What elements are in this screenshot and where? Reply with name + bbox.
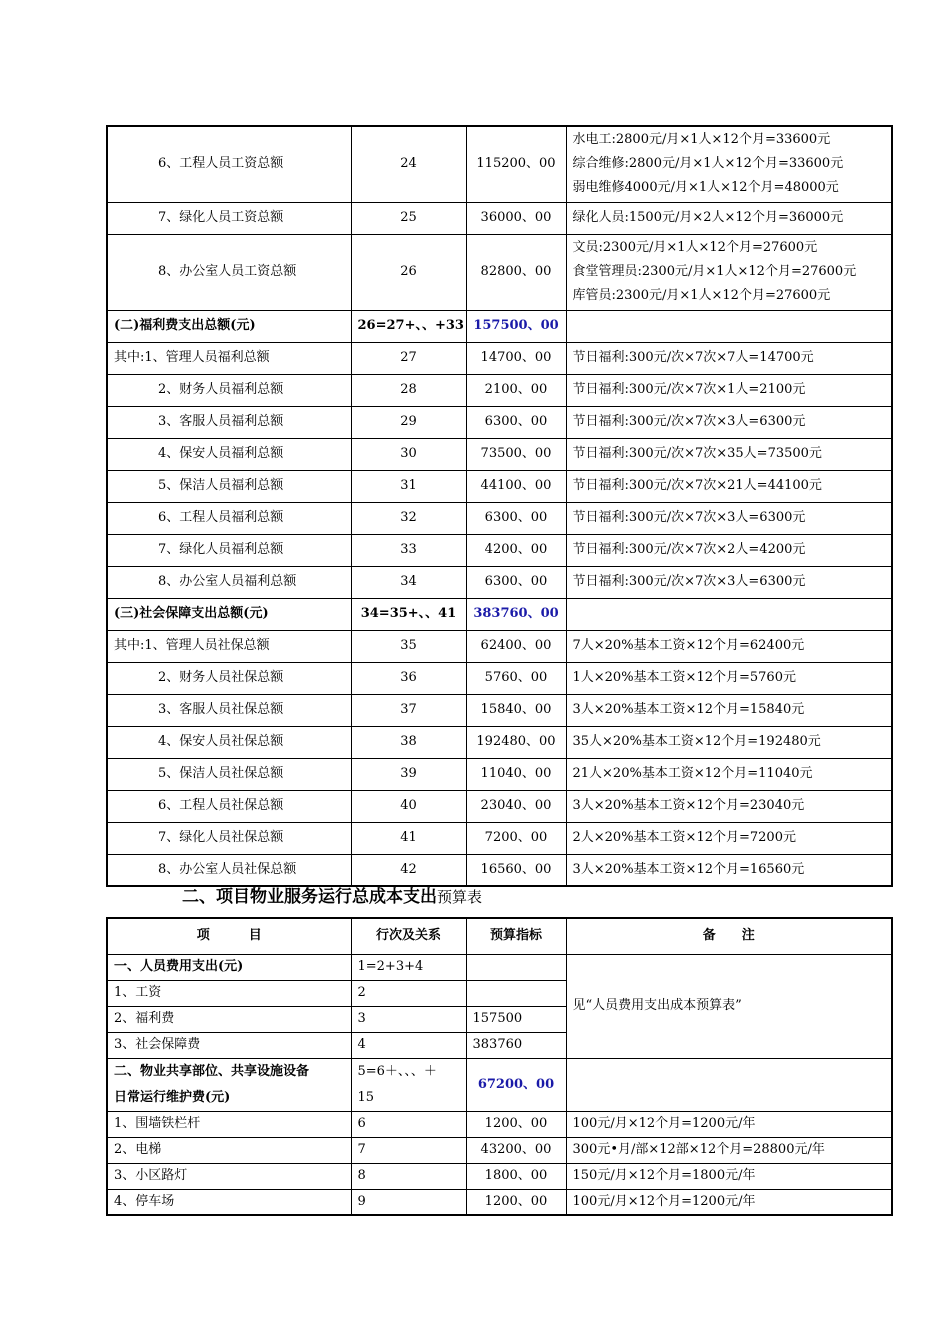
item-cell: 7、绿化人员社保总额	[107, 822, 351, 854]
amount-cell: 383760	[466, 1032, 566, 1058]
item-cell: 6、工程人员社保总额	[107, 790, 351, 822]
personnel-cost-table	[106, 125, 893, 887]
table-row	[107, 470, 892, 502]
item-cell: 1、工资	[107, 980, 351, 1006]
item-cell: 7、绿化人员福利总额	[107, 534, 351, 566]
notes-cell: 见“人员费用支出成本预算表”	[566, 954, 892, 1058]
amount-cell: 157500、00	[466, 310, 566, 342]
notes-cell	[566, 234, 892, 310]
row-number-cell: 9	[351, 1189, 466, 1215]
amount-cell: 44100、00	[466, 470, 566, 502]
header-notes: 备 注	[566, 918, 892, 954]
item-cell: 4、保安人员福利总额	[107, 438, 351, 470]
table-row	[107, 662, 892, 694]
amount-cell	[466, 980, 566, 1006]
row-number-cell: 4	[351, 1032, 466, 1058]
row-number-cell: 25	[351, 202, 466, 234]
item-cell: 6、工程人员工资总额	[107, 126, 351, 202]
table-row	[107, 1111, 892, 1137]
row-number-cell: 27	[351, 342, 466, 374]
table-row	[107, 126, 892, 202]
table-row	[107, 1163, 892, 1189]
item-cell: 4、保安人员社保总额	[107, 726, 351, 758]
notes-cell: 节日福利:300元/次×7次×21人=44100元	[566, 470, 892, 502]
item-cell: 5、保洁人员福利总额	[107, 470, 351, 502]
item-cell: 7、绿化人员工资总额	[107, 202, 351, 234]
notes-cell: 节日福利:300元/次×7次×3人=6300元	[566, 566, 892, 598]
table-row	[107, 694, 892, 726]
notes-cell: 21人×20%基本工资×12个月=11040元	[566, 758, 892, 790]
table-row	[107, 630, 892, 662]
item-cell: 2、财务人员社保总额	[107, 662, 351, 694]
row-formula-line: 15	[357, 1089, 375, 1105]
note-line: 食堂管理员:2300元/月×1人×12个月=27600元	[572, 264, 857, 279]
notes-cell: 节日福利:300元/次×7次×7人=14700元	[566, 342, 892, 374]
notes-cell	[566, 1058, 892, 1111]
note-line: 库管员:2300元/月×1人×12个月=27600元	[572, 288, 831, 303]
notes-cell	[566, 126, 892, 202]
row-number-cell: 36	[351, 662, 466, 694]
table-row	[107, 822, 892, 854]
note-line: 弱电维修4000元/月×1人×12个月=48000元	[572, 180, 839, 196]
notes-cell: 节日福利:300元/次×7次×2人=4200元	[566, 534, 892, 566]
header-amount: 预算指标	[466, 918, 566, 954]
item-cell: 2、电梯	[107, 1137, 351, 1163]
table-row	[107, 1137, 892, 1163]
header-row-number: 行次及关系	[351, 918, 466, 954]
item-cell: 6、工程人员福利总额	[107, 502, 351, 534]
amount-cell: 6300、00	[466, 406, 566, 438]
amount-cell: 115200、00	[466, 126, 566, 202]
notes-cell	[566, 310, 892, 342]
amount-cell: 82800、00	[466, 234, 566, 310]
row-number-cell: 3	[351, 1006, 466, 1032]
amount-cell	[466, 954, 566, 980]
section-heading	[182, 882, 482, 907]
row-number-cell: 35	[351, 630, 466, 662]
item-cell: 2、财务人员福利总额	[107, 374, 351, 406]
amount-cell: 14700、00	[466, 342, 566, 374]
item-cell: 4、停车场	[107, 1189, 351, 1215]
row-number-cell: 2	[351, 980, 466, 1006]
amount-cell: 5760、00	[466, 662, 566, 694]
table-row	[107, 1189, 892, 1215]
section-row	[107, 1058, 892, 1111]
notes-cell: 1人×20%基本工资×12个月=5760元	[566, 662, 892, 694]
note-line: 文员:2300元/月×1人×12个月=27600元	[572, 240, 818, 255]
notes-cell: 150元/月×12个月=1800元/年	[566, 1163, 892, 1189]
item-cell: 8、办公室人员工资总额	[107, 234, 351, 310]
operating-cost-table	[106, 917, 893, 1216]
amount-cell: 2100、00	[466, 374, 566, 406]
item-cell: 2、福利费	[107, 1006, 351, 1032]
table-header-row	[107, 918, 892, 954]
row-number-cell: 30	[351, 438, 466, 470]
amount-cell: 1200、00	[466, 1189, 566, 1215]
row-number-cell: 29	[351, 406, 466, 438]
item-cell: 3、社会保障费	[107, 1032, 351, 1058]
row-number-cell: 40	[351, 790, 466, 822]
table-row	[107, 726, 892, 758]
amount-cell: 1200、00	[466, 1111, 566, 1137]
item-cell: 3、客服人员社保总额	[107, 694, 351, 726]
amount-cell: 6300、00	[466, 502, 566, 534]
table-row	[107, 758, 892, 790]
row-number-cell: 32	[351, 502, 466, 534]
table-row	[107, 374, 892, 406]
item-cell: 8、办公室人员社保总额	[107, 854, 351, 886]
row-number-cell: 7	[351, 1137, 466, 1163]
notes-cell: 2人×20%基本工资×12个月=7200元	[566, 822, 892, 854]
amount-cell: 15840、00	[466, 694, 566, 726]
notes-cell: 绿化人员:1500元/月×2人×12个月=36000元	[566, 202, 892, 234]
table-row	[107, 406, 892, 438]
amount-cell: 43200、00	[466, 1137, 566, 1163]
item-cell: 5、保洁人员社保总额	[107, 758, 351, 790]
amount-cell: 36000、00	[466, 202, 566, 234]
row-number-cell: 31	[351, 470, 466, 502]
amount-cell: 383760、00	[466, 598, 566, 630]
section-title-cell: 一、人员费用支出(元)	[107, 954, 351, 980]
notes-cell: 300元•月/部×12部×12个月=28800元/年	[566, 1137, 892, 1163]
section-row	[107, 310, 892, 342]
amount-cell: 6300、00	[466, 566, 566, 598]
row-number-cell: 26=27+、、+33	[351, 310, 466, 342]
notes-cell: 3人×20%基本工资×12个月=23040元	[566, 790, 892, 822]
row-number-cell: 24	[351, 126, 466, 202]
table-row	[107, 342, 892, 374]
header-item: 项 目	[107, 918, 351, 954]
row-number-cell: 37	[351, 694, 466, 726]
row-number-cell: 26	[351, 234, 466, 310]
amount-cell: 7200、00	[466, 822, 566, 854]
row-number-cell: 1=2+3+4	[351, 954, 466, 980]
notes-cell: 35人×20%基本工资×12个月=192480元	[566, 726, 892, 758]
table-row	[107, 202, 892, 234]
amount-cell: 67200、00	[466, 1058, 566, 1111]
notes-cell: 节日福利:300元/次×7次×3人=6300元	[566, 406, 892, 438]
amount-cell: 16560、00	[466, 854, 566, 886]
row-number-cell: 6	[351, 1111, 466, 1137]
section-title-line: 二、物业共享部位、共享设施设备	[114, 1063, 310, 1079]
row-number-cell: 28	[351, 374, 466, 406]
item-cell: 1、围墙铁栏杆	[107, 1111, 351, 1137]
row-number-cell: 34	[351, 566, 466, 598]
note-line: 综合维修:2800元/月×1人×12个月=33600元	[572, 156, 844, 172]
table-row	[107, 790, 892, 822]
item-cell: 8、办公室人员福利总额	[107, 566, 351, 598]
row-number-cell: 38	[351, 726, 466, 758]
notes-cell: 100元/月×12个月=1200元/年	[566, 1189, 892, 1215]
section-title-cell: (二)福利费支出总额(元)	[107, 310, 351, 342]
row-number-cell	[351, 1058, 466, 1111]
section-title: 二、项目物业服务运行总成本支出	[182, 887, 437, 907]
amount-cell: 73500、00	[466, 438, 566, 470]
notes-cell: 3人×20%基本工资×12个月=16560元	[566, 854, 892, 886]
amount-cell: 157500	[466, 1006, 566, 1032]
amount-cell: 11040、00	[466, 758, 566, 790]
item-cell: 其中:1、管理人员社保总额	[107, 630, 351, 662]
row-number-cell: 39	[351, 758, 466, 790]
amount-cell: 4200、00	[466, 534, 566, 566]
notes-cell: 节日福利:300元/次×7次×1人=2100元	[566, 374, 892, 406]
section-row	[107, 598, 892, 630]
table-row	[107, 566, 892, 598]
amount-cell: 192480、00	[466, 726, 566, 758]
section-row	[107, 954, 892, 980]
notes-cell: 节日福利:300元/次×7次×35人=73500元	[566, 438, 892, 470]
table-row	[107, 234, 892, 310]
item-cell: 3、小区路灯	[107, 1163, 351, 1189]
section-title-cell	[107, 1058, 351, 1111]
notes-cell: 3人×20%基本工资×12个月=15840元	[566, 694, 892, 726]
row-formula-line: 5=6＋、、、＋	[357, 1063, 437, 1079]
row-number-cell: 42	[351, 854, 466, 886]
notes-cell: 7人×20%基本工资×12个月=62400元	[566, 630, 892, 662]
section-title-line: 日常运行维护费(元)	[114, 1089, 231, 1105]
row-number-cell: 41	[351, 822, 466, 854]
item-cell: 3、客服人员福利总额	[107, 406, 351, 438]
section-title-suffix: 预算表	[437, 888, 483, 906]
amount-cell: 62400、00	[466, 630, 566, 662]
row-number-cell: 8	[351, 1163, 466, 1189]
note-line: 水电工:2800元/月×1人×12个月=33600元	[572, 132, 831, 148]
notes-cell	[566, 598, 892, 630]
amount-cell: 23040、00	[466, 790, 566, 822]
amount-cell: 1800、00	[466, 1163, 566, 1189]
item-cell: 其中:1、管理人员福利总额	[107, 342, 351, 374]
table-row	[107, 502, 892, 534]
notes-cell: 100元/月×12个月=1200元/年	[566, 1111, 892, 1137]
table-row	[107, 438, 892, 470]
notes-cell: 节日福利:300元/次×7次×3人=6300元	[566, 502, 892, 534]
row-number-cell: 33	[351, 534, 466, 566]
section-title-cell: (三)社会保障支出总额(元)	[107, 598, 351, 630]
table-row	[107, 534, 892, 566]
row-number-cell: 34=35+、、41	[351, 598, 466, 630]
